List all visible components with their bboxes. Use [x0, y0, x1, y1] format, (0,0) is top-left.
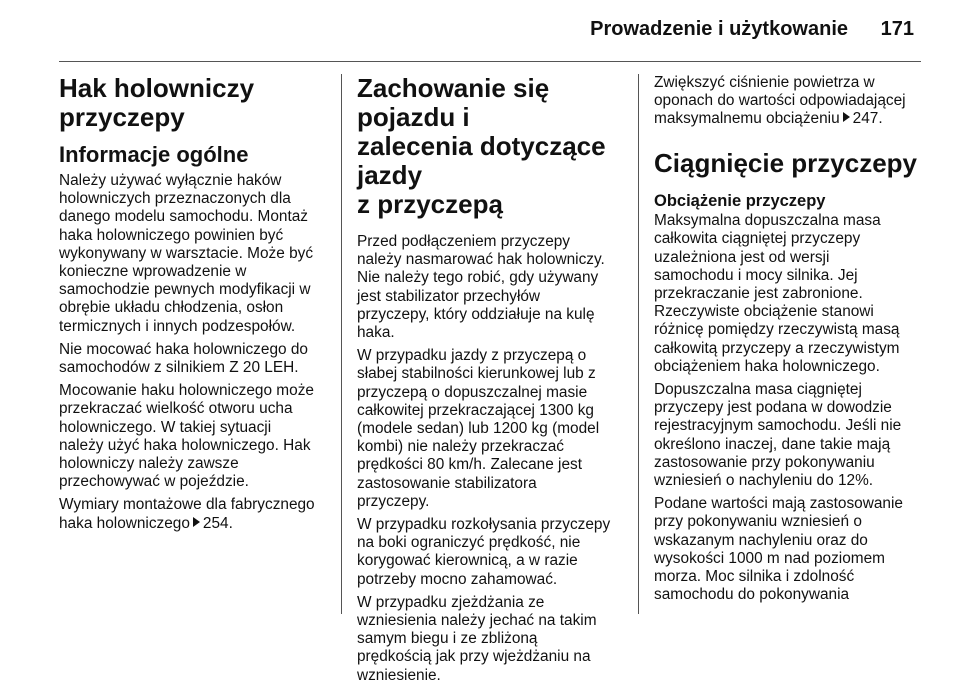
running-header-title: Prowadzenie i użytkowanie [590, 18, 848, 40]
column-divider-1 [341, 74, 342, 614]
paragraph-tow-eye-mounting: Mocowanie haku holowniczego może przekraczać wielkość otworu ucha holowniczego. W takiej sytuacji należy użyć haka holowniczego. Hak holowniczy należy zawsze przechowywać w pojeździe. [59, 382, 314, 491]
page-reference-arrow-icon [843, 112, 850, 122]
paragraph-tow-hook-usage: Należy używać wyłącznie haków holowniczych przeznaczonych dla danego modelu samochodu. Montaż haka holowniczego powinien być wykonywany w warsztacie. Może być konieczne wprowadzenie w samochodzie pewnych modyfikacji w obrębie układu chłodzenia, osłon termicznych i innych podzespołów. [59, 172, 314, 335]
page-number: 171 [880, 18, 914, 40]
tire-pressure-lines: Zwiększyć ciśnienie powietrza w oponach do wartości odpowiadającej [654, 74, 906, 110]
paragraph-tire-pressure [654, 74, 926, 129]
header-divider [59, 61, 921, 62]
subsection-heading-trailer-load: Obciążenie przyczepy [654, 191, 826, 210]
paragraph-mounting-dimensions [59, 496, 329, 532]
column-1 [59, 74, 329, 538]
section-heading-driving-with-trailer: Zachowanie się pojazdu i zalecenia dotyczące jazdy z przyczepą [357, 73, 606, 219]
tire-pressure-last-line: maksymalnemu obciążeniu [654, 110, 840, 128]
column-3 [654, 74, 926, 609]
section-heading-towing-trailer: Ciągnięcie przyczepy [654, 147, 917, 178]
column-2 [357, 74, 627, 690]
subsection-heading-general-info: Informacje ogólne [59, 142, 249, 167]
section-heading-tow-hook: Hak holowniczy przyczepy [59, 73, 255, 132]
page-reference-link[interactable]: 247. [852, 110, 883, 128]
paragraph-engine-restriction: Nie mocować haka holowniczego do samochodów z silnikiem Z 20 LEH. [59, 340, 308, 377]
page-reference-link[interactable]: 254. [202, 514, 233, 532]
paragraph-max-trailer-weight: Maksymalna dopuszczalna masa całkowita ciągniętej przyczepy uzależniona jest od wersji samochodu i mocy silnika. Jej przekraczanie jest zabronione. Rzeczywiste obciążenie stanowi różnicę pomiędzy rzeczywistą masą całkowitą przyczepy a rzeczywistym obciążeniem haka holowniczego. [654, 212, 900, 375]
paragraph-speed-limit: W przypadku jazdy z przyczepą o słabej stabilności kierunkowej lub z przyczepą o dopuszczalnej masie całkowitej przekraczającej 1300 kg (modele sedan) lub 1200 kg (model kombi) nie należy przekraczać prędkości 80 km/h. Zalecane jest zastosowanie stabilizatora przyczepy. [357, 347, 600, 510]
page-reference-arrow-icon [193, 517, 200, 527]
paragraph-lubricate-hook: Przed podłączeniem przyczepy należy nasmarować hak holowniczy. Nie należy tego robić, gdy używany jest stabilizator przechyłów przyczepy, który oddziałuje na kulę haka. [357, 233, 605, 342]
paragraph-permitted-weight: Dopuszczalna masa ciągniętej przyczepy jest podana w dowodzie rejestracyjnym samochodu. Jeśli nie określono inaczej, dane takie mają zastosowanie przy pokonywaniu wzniesień o nachyleniu do 12%. [654, 380, 902, 489]
dimensions-text-line2: haka holowniczego [59, 514, 190, 532]
paragraph-trailer-sway: W przypadku rozkołysania przyczepy na boki ograniczyć prędkość, nie korygować kierownicą, a w razie potrzeby mocno zahamować. [357, 516, 611, 588]
paragraph-downhill-driving: W przypadku zjeżdżania ze wzniesienia należy jechać na takim samym biegu i ze zbliżoną prędkością jak przy wjeżdżaniu na wzniesienie. [357, 593, 597, 684]
column-divider-2 [638, 74, 639, 614]
dimensions-text-line1: Wymiary montażowe dla fabrycznego [59, 496, 315, 514]
paragraph-gradient-altitude: Podane wartości mają zastosowanie przy pokonywaniu wzniesień o wskazanym nachyleniu oraz do wysokości 1000 m nad poziomem morza. Moc silnika i zdolność samochodu do pokonywania [654, 495, 903, 604]
